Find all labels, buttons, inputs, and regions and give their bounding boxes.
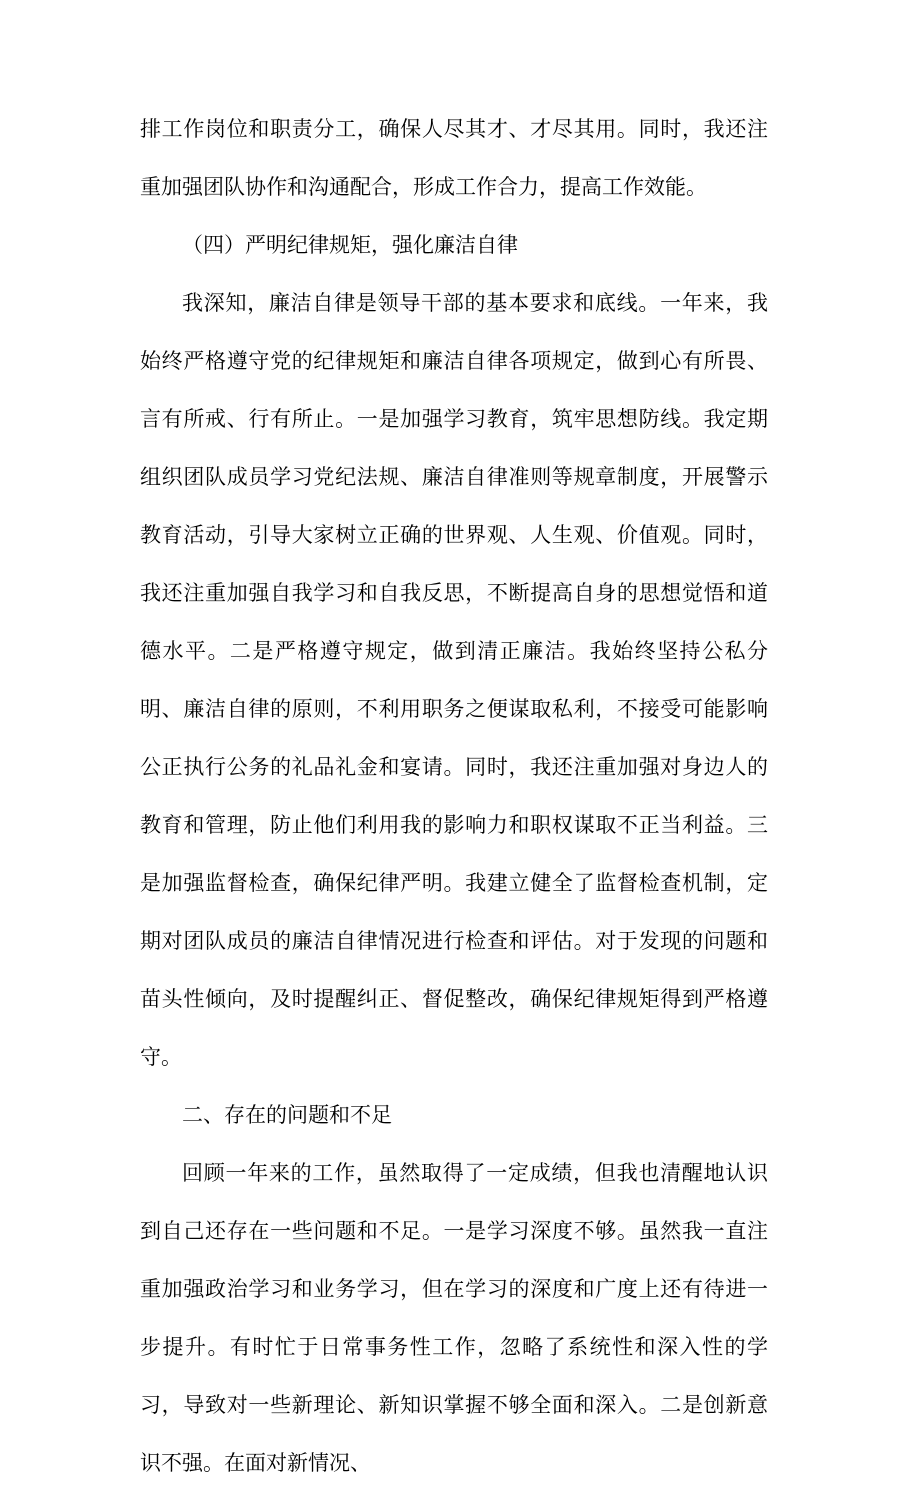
paragraph-problems-and-shortcomings: 回顾一年来的工作，虽然取得了一定成绩，但我也清醒地认识到自己还存在一些问题和不足。一是学习深度不够。虽然我一直注重加强政治学习和业务学习，但在学习的深度和广度上还有待进一步提升。有时忙于日常事务性工作，忽略了系统性和深入性的学习，导致对一些新理论、新知识掌握不够全面和深入。二是创新意识不强。在面对新情况、 bbox=[140, 1161, 768, 1475]
document-body bbox=[140, 100, 768, 1492]
section-heading-two-problems: 二、存在的问题和不足 bbox=[182, 1103, 392, 1127]
paragraph-discipline-self-restraint: 我深知，廉洁自律是领导干部的基本要求和底线。一年来，我始终严格遵守党的纪律规矩和廉洁自律各项规定，做到心有所畏、言有所戒、行有所止。一是加强学习教育，筑牢思想防线。我定期组织团队成员学习党纪法规、廉洁自律准则等规章制度，开展警示教育活动，引导大家树立正确的世界观、人生观、价值观。同时，我还注重加强自我学习和自我反思，不断提高自身的思想觉悟和道德水平。二是严格遵守规定，做到清正廉洁。我始终坚持公私分明、廉洁自律的原则，不利用职务之便谋取私利，不接受可能影响公正执行公务的礼品礼金和宴请。同时，我还注重加强对身边人的教育和管理，防止他们利用我的影响力和职权谋取不正当利益。三是加强监督检查，确保纪律严明。我建立健全了监督检查机制，定期对团队成员的廉洁自律情况进行检查和评估。对于发现的问题和苗头性倾向，及时提醒纠正、督促整改，确保纪律规矩得到严格遵守。 bbox=[140, 291, 768, 1069]
paragraph-continuation: 排工作岗位和职责分工，确保人尽其才、才尽其用。同时，我还注重加强团队协作和沟通配合，形成工作合力，提高工作效能。 bbox=[140, 117, 768, 199]
section-heading-four: （四）严明纪律规矩，强化廉洁自律 bbox=[182, 233, 518, 257]
